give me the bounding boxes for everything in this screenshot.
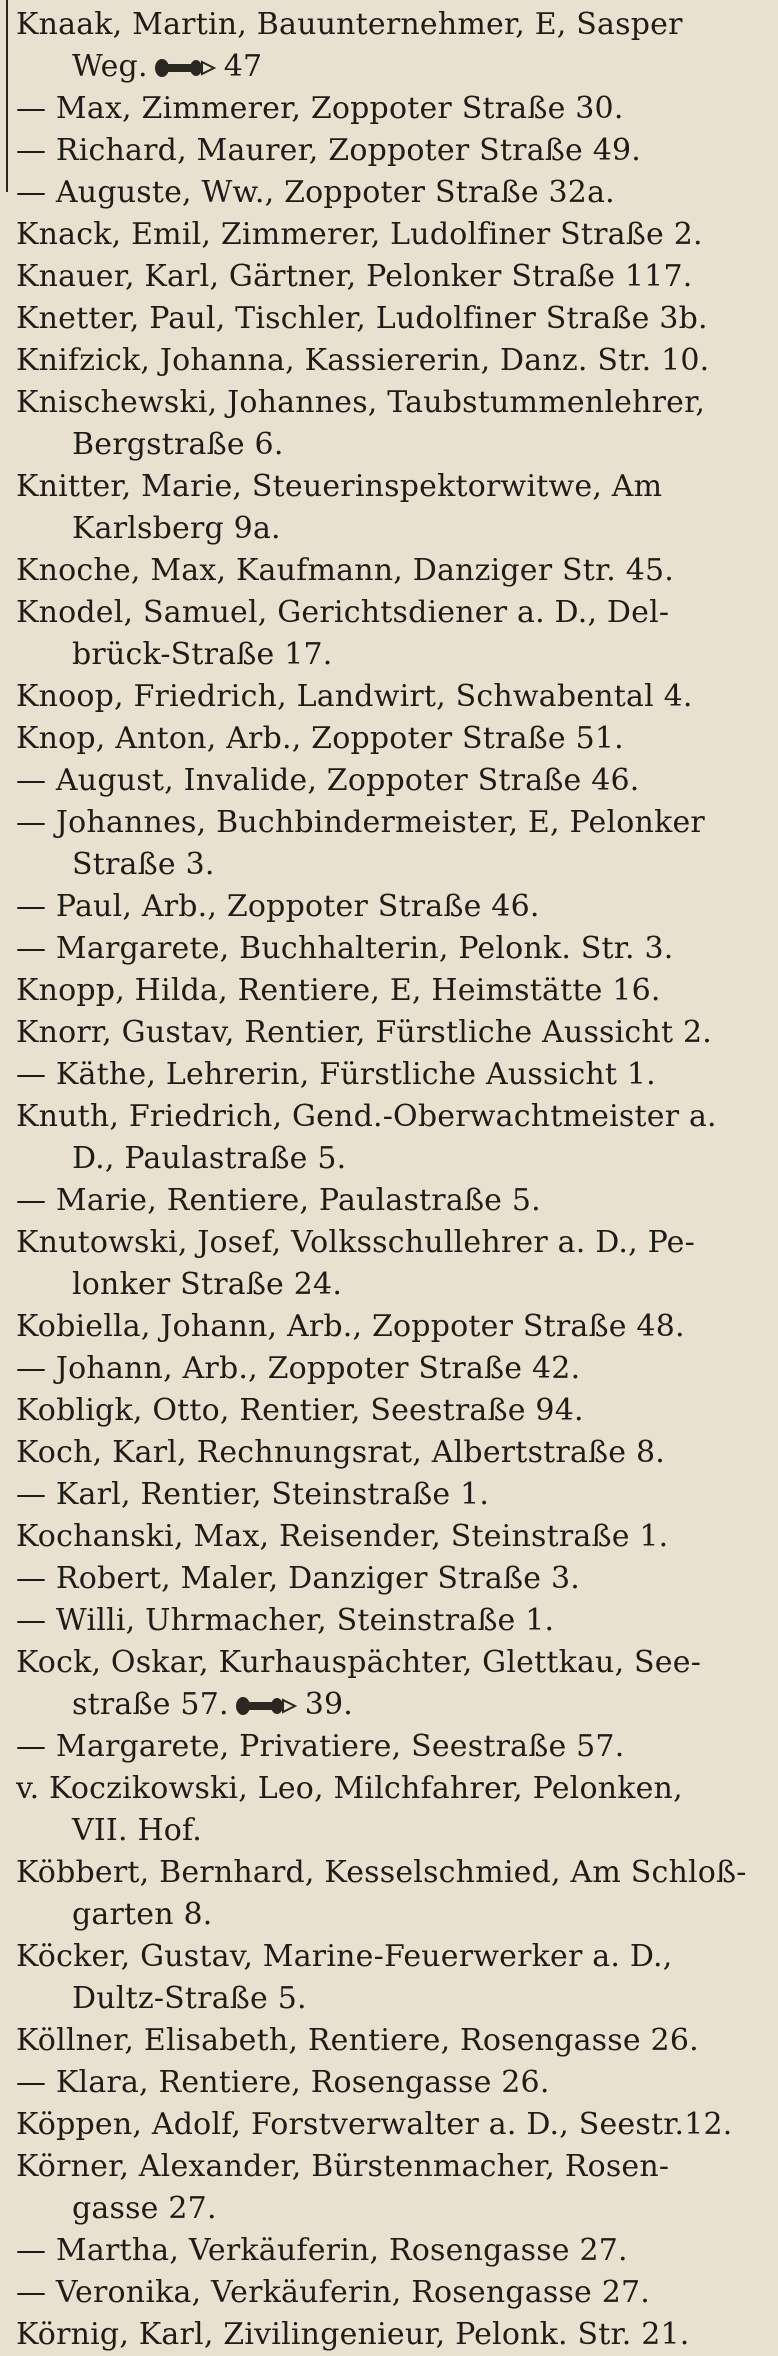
directory-entry: [16, 2104, 764, 2146]
entry-text: — Käthe, Lehrerin, Fürstliche Aussicht 1.: [16, 1057, 656, 1092]
directory-entry: [16, 88, 764, 130]
entry-text: Knitter, Marie, Steuerinspektorwitwe, Am: [16, 469, 663, 504]
telephone-number: 39.: [304, 1687, 354, 1722]
directory-entry: [16, 1474, 764, 1516]
directory-entry: [16, 1054, 764, 1096]
directory-entry: [16, 298, 764, 340]
entry-text: — August, Invalide, Zoppoter Straße 46.: [16, 763, 640, 798]
directory-entry: [16, 802, 764, 886]
telephone-icon: [154, 58, 216, 78]
entry-continuation: [16, 1138, 764, 1180]
directory-entry: [16, 718, 764, 760]
entry-text: — Marie, Rentiere, Paulastraße 5.: [16, 1183, 541, 1218]
directory-entry: [16, 1726, 764, 1768]
entry-continuation: [16, 424, 764, 466]
directory-entry: [16, 382, 764, 466]
entry-text: — Robert, Maler, Danziger Straße 3.: [16, 1561, 580, 1596]
entry-continuation-text: Bergstraße 6.: [72, 427, 284, 462]
directory-entry: [16, 1348, 764, 1390]
directory-entry: [16, 2062, 764, 2104]
entry-continuation-text: Karlsberg 9a.: [72, 511, 281, 546]
entry-continuation: [16, 1894, 764, 1936]
directory-entry: [16, 676, 764, 718]
entry-text: Knop, Anton, Arb., Zoppoter Straße 51.: [16, 721, 624, 756]
entry-text: Knuth, Friedrich, Gend.-Oberwachtmeister a.: [16, 1099, 717, 1134]
directory-entry: [16, 2230, 764, 2272]
entry-text: — Margarete, Privatiere, Seestraße 57.: [16, 1729, 625, 1764]
entry-text: — Veronika, Verkäuferin, Rosengasse 27.: [16, 2275, 651, 2310]
directory-entry: [16, 214, 764, 256]
entry-text: — Martha, Verkäuferin, Rosengasse 27.: [16, 2233, 628, 2268]
entry-text: Köcker, Gustav, Marine-Feuerwerker a. D.,: [16, 1939, 673, 1974]
directory-entry: [16, 2272, 764, 2314]
entry-continuation-text: VII. Hof.: [72, 1813, 203, 1848]
directory-entry: [16, 1558, 764, 1600]
entry-text: — Klara, Rentiere, Rosengasse 26.: [16, 2065, 550, 2100]
entry-continuation-text: garten 8.: [72, 1897, 213, 1932]
directory-entry: [16, 1936, 764, 2020]
entry-text: — Paul, Arb., Zoppoter Straße 46.: [16, 889, 540, 924]
entry-continuation: [16, 46, 764, 88]
directory-entry: [16, 970, 764, 1012]
directory-entry: [16, 256, 764, 298]
entry-text: Knoop, Friedrich, Landwirt, Schwabental 4.: [16, 679, 693, 714]
entry-continuation: [16, 1264, 764, 1306]
telephone-icon: [235, 1696, 297, 1716]
entry-text: Köppen, Adolf, Forstverwalter a. D., Seestr.12.: [16, 2107, 733, 2142]
directory-entry: [16, 592, 764, 676]
entry-text: — Johann, Arb., Zoppoter Straße 42.: [16, 1351, 581, 1386]
telephone-number: 47: [223, 49, 263, 84]
entry-continuation-text: lonker Straße 24.: [72, 1267, 343, 1302]
entry-text: — Richard, Maurer, Zoppoter Straße 49.: [16, 133, 642, 168]
entry-continuation-text: straße 57.: [72, 1687, 229, 1722]
entry-text: Knifzick, Johanna, Kassiererin, Danz. Str. 10.: [16, 343, 710, 378]
directory-entry: [16, 1390, 764, 1432]
directory-entry: [16, 172, 764, 214]
margin-rule: [6, 0, 8, 192]
entry-text: Kobligk, Otto, Rentier, Seestraße 94.: [16, 1393, 584, 1428]
directory-entry: [16, 1516, 764, 1558]
directory-entry: [16, 886, 764, 928]
entry-text: — Karl, Rentier, Steinstraße 1.: [16, 1477, 490, 1512]
entry-continuation: [16, 1684, 764, 1726]
entry-list: [16, 0, 764, 2356]
entry-text: Knetter, Paul, Tischler, Ludolfiner Straße 3b.: [16, 301, 708, 336]
directory-entry: [16, 130, 764, 172]
entry-text: Kobiella, Johann, Arb., Zoppoter Straße 48.: [16, 1309, 685, 1344]
directory-entry: [16, 1768, 764, 1852]
directory-entry: [16, 1642, 764, 1726]
directory-entry: [16, 4, 764, 88]
entry-text: Kochanski, Max, Reisender, Steinstraße 1.: [16, 1519, 669, 1554]
entry-text: Koch, Karl, Rechnungsrat, Albertstraße 8.: [16, 1435, 665, 1470]
directory-entry: [16, 1852, 764, 1936]
directory-entry: [16, 466, 764, 550]
entry-text: — Willi, Uhrmacher, Steinstraße 1.: [16, 1603, 555, 1638]
entry-continuation-text: brück-Straße 17.: [72, 637, 333, 672]
entry-text: Körner, Alexander, Bürstenmacher, Rosen-: [16, 2149, 670, 2184]
entry-text: Köbbert, Bernhard, Kesselschmied, Am Schloß-: [16, 1855, 747, 1890]
entry-continuation: [16, 1978, 764, 2020]
directory-entry: [16, 1432, 764, 1474]
directory-entry: [16, 550, 764, 592]
entry-continuation: [16, 844, 764, 886]
entry-continuation-text: Straße 3.: [72, 847, 215, 882]
entry-text: Köllner, Elisabeth, Rentiere, Rosengasse 26.: [16, 2023, 699, 2058]
directory-entry: [16, 340, 764, 382]
entry-continuation-text: Dultz-Straße 5.: [72, 1981, 307, 2016]
entry-text: v. Koczikowski, Leo, Milchfahrer, Pelonken,: [16, 1771, 683, 1806]
entry-text: Knodel, Samuel, Gerichtsdiener a. D., Del-: [16, 595, 670, 630]
entry-text: — Johannes, Buchbindermeister, E, Pelonker: [16, 805, 705, 840]
entry-text: Knack, Emil, Zimmerer, Ludolfiner Straße 2.: [16, 217, 703, 252]
directory-entry: [16, 1222, 764, 1306]
directory-entry: [16, 1096, 764, 1180]
entry-text: Knorr, Gustav, Rentier, Fürstliche Aussicht 2.: [16, 1015, 712, 1050]
directory-entry: [16, 1600, 764, 1642]
directory-entry: [16, 2020, 764, 2062]
directory-entry: [16, 2314, 764, 2356]
directory-entry: [16, 928, 764, 970]
entry-text: — Margarete, Buchhalterin, Pelonk. Str. 3.: [16, 931, 674, 966]
entry-continuation: [16, 1810, 764, 1852]
entry-text: Knutowski, Josef, Volksschullehrer a. D., Pe-: [16, 1225, 695, 1260]
entry-continuation-text: gasse 27.: [72, 2191, 217, 2226]
directory-entry: [16, 1180, 764, 1222]
directory-entry: [16, 2146, 764, 2230]
entry-continuation: [16, 2188, 764, 2230]
entry-continuation: [16, 508, 764, 550]
entry-text: Knopp, Hilda, Rentiere, E, Heimstätte 16.: [16, 973, 661, 1008]
entry-continuation-text: D., Paulastraße 5.: [72, 1141, 347, 1176]
entry-text: Knoche, Max, Kaufmann, Danziger Str. 45.: [16, 553, 675, 588]
entry-text: Knauer, Karl, Gärtner, Pelonker Straße 117.: [16, 259, 693, 294]
directory-entry: [16, 760, 764, 802]
entry-text: — Max, Zimmerer, Zoppoter Straße 30.: [16, 91, 624, 126]
entry-text: Knischewski, Johannes, Taubstummenlehrer,: [16, 385, 706, 420]
entry-text: Knaak, Martin, Bauunternehmer, E, Sasper: [16, 7, 683, 42]
entry-text: Körnig, Karl, Zivilingenieur, Pelonk. Str. 21.: [16, 2317, 690, 2352]
directory-entry: [16, 1306, 764, 1348]
entry-continuation: [16, 634, 764, 676]
entry-text: — Auguste, Ww., Zoppoter Straße 32a.: [16, 175, 615, 210]
directory-entry: [16, 1012, 764, 1054]
entry-continuation-text: Weg.: [72, 49, 148, 84]
entry-text: Kock, Oskar, Kurhauspächter, Glettkau, See-: [16, 1645, 702, 1680]
